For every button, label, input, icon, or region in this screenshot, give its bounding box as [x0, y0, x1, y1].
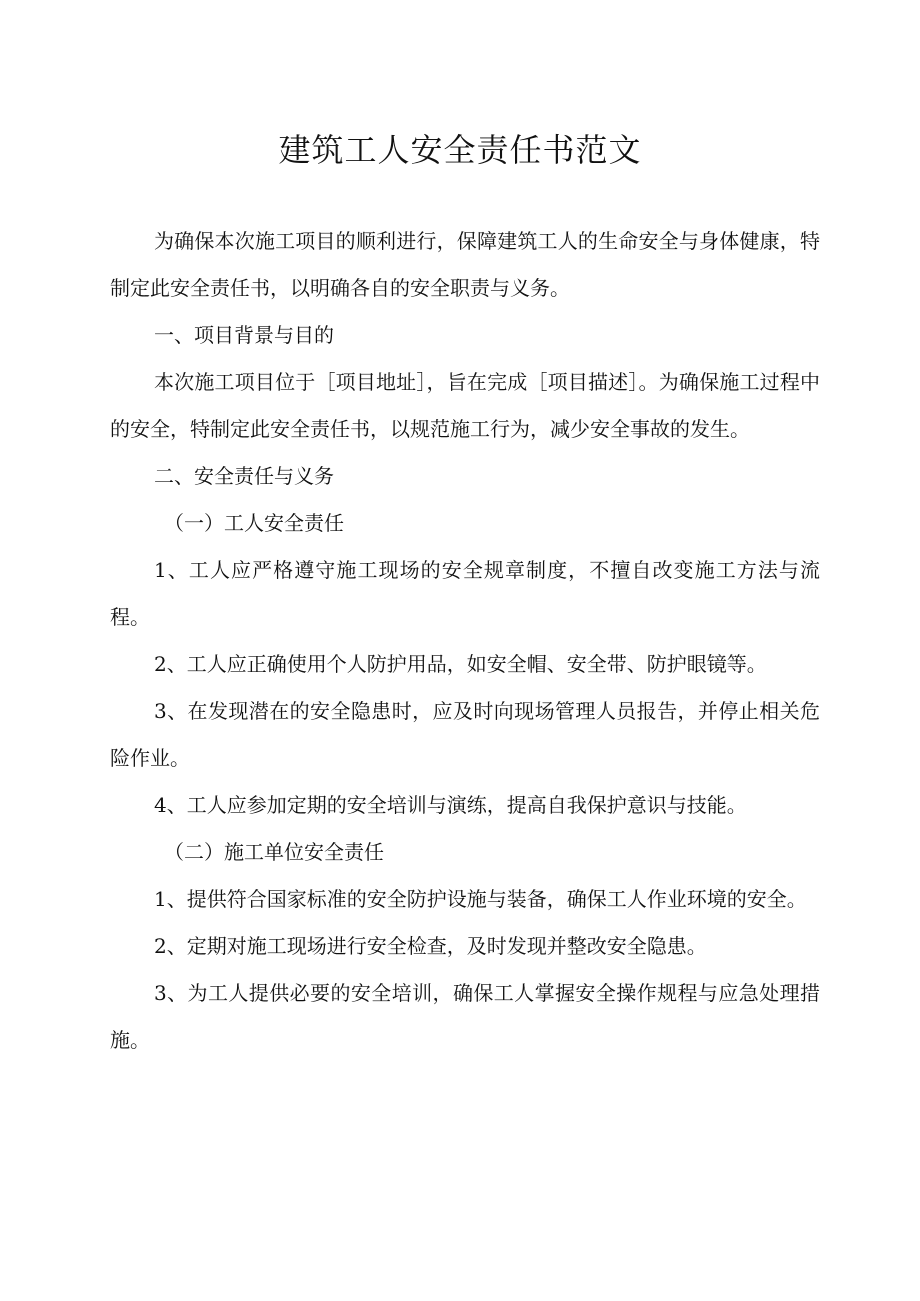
section-heading-responsibilities: 二、安全责任与义务 [154, 464, 334, 488]
contractor-item-2: 2、定期对施工现场进行安全检查，及时发现并整改安全隐患。 [154, 934, 707, 958]
document-title: 建筑工人安全责任书范文 [278, 131, 642, 169]
worker-item-3: 3、在发现潜在的安全隐患时，应及时向现场管理人员报告，并停止相关危险作业。 [110, 699, 820, 770]
worker-item-4: 4、工人应参加定期的安全培训与演练，提高自我保护意识与技能。 [154, 793, 747, 817]
worker-item-1: 1、工人应严格遵守施工现场的安全规章制度，不擅自改变施工方法与流程。 [110, 558, 820, 629]
contractor-item-1: 1、提供符合国家标准的安全防护设施与装备，确保工人作业环境的安全。 [154, 887, 807, 911]
worker-item-2: 2、工人应正确使用个人防护用品，如安全帽、安全带、防护眼镜等。 [154, 652, 767, 676]
contractor-item-3: 3、为工人提供必要的安全培训，确保工人掌握安全操作规程与应急处理措施。 [110, 981, 820, 1052]
section-heading-background: 一、项目背景与目的 [154, 323, 334, 347]
document-body [110, 218, 820, 1064]
subsection-heading-contractor: （二）施工单位安全责任 [164, 840, 384, 864]
background-paragraph: 本次施工项目位于［项目地址］，旨在完成［项目描述］。为确保施工过程中的安全，特制定此安全责任书，以规范施工行为，减少安全事故的发生。 [110, 370, 820, 441]
subsection-heading-worker: （一）工人安全责任 [164, 511, 344, 535]
intro-paragraph: 为确保本次施工项目的顺利进行，保障建筑工人的生命安全与身体健康，特制定此安全责任书，以明确各自的安全职责与义务。 [110, 229, 820, 300]
